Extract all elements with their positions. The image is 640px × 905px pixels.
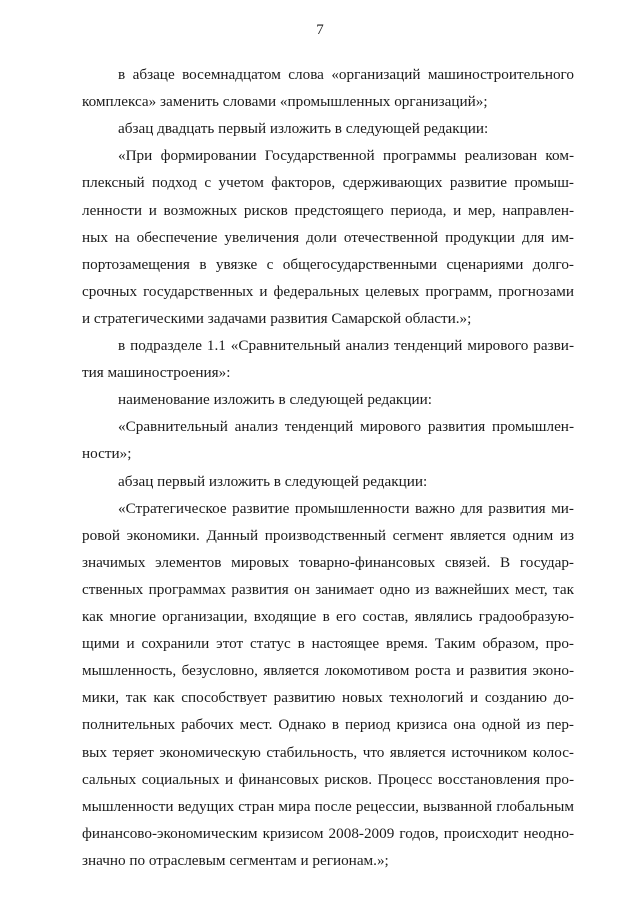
text-line: значимых элементов мировых товарно-финансовых связей. В государ- (82, 553, 574, 571)
text-line: портозамещения в увязке с общегосударственными сценариями долго- (82, 255, 574, 273)
text-line: полнительных рабочих мест. Однако в период кризиса она одной из пер- (82, 716, 574, 734)
text-line: «Стратегическое развитие промышленности важно для развития ми- (118, 499, 574, 517)
text-line: ровой экономики. Данный производственный сегмент является одним из (82, 526, 574, 544)
text-line: щими и сохранили этот статус в настоящее время. Таким образом, про- (82, 635, 574, 653)
text-line: ных на обеспечение увеличения доли отечественной продукции для им- (82, 228, 574, 246)
text-line: тия машиностроения»: (82, 364, 231, 382)
text-line: ности»; (82, 445, 132, 463)
text-line: мышленность, безусловно, является локомотивом роста и развития эконо- (82, 662, 574, 680)
text-line: срочных государственных и федеральных целевых программ, прогнозами (82, 282, 574, 300)
text-line: значно по отраслевым сегментам и регионам.»; (82, 851, 389, 869)
text-line: плексный подход с учетом факторов, сдерживающих развитие промыш- (82, 174, 574, 192)
text-line: в подразделе 1.1 «Сравнительный анализ тенденций мирового разви- (118, 337, 574, 354)
text-line: и стратегическими задачами развития Самарской области.»; (82, 309, 472, 327)
text-line: комплекса» заменить словами «промышленных организаций»; (82, 93, 488, 111)
text-line: финансово-экономическим кризисом 2008-2009 годов, происходит неодно- (82, 824, 574, 842)
text-line: «Сравнительный анализ тенденций мирового развития промышлен- (118, 418, 574, 436)
text-line: вых теряет экономическую стабильность, что является источником колос- (82, 743, 574, 761)
page-number: 7 (316, 22, 324, 38)
text-line: «При формировании Государственной программы реализован ком- (118, 147, 574, 165)
text-line: ленности и возможных рисков предстоящего периода, и мер, направлен- (82, 201, 574, 219)
text-line: абзац первый изложить в следующей редакции: (118, 472, 428, 490)
text-line: мики, так как способствует развитию новых технологий и созданию до- (82, 689, 574, 707)
text-line: ственных программах развития он занимает одно из важнейших мест, так (82, 580, 574, 598)
text-line: сальных социальных и финансовых рисков. Процесс восстановления про- (82, 770, 574, 788)
text-line: как многие организации, входящие в его состав, являлись градообразую- (82, 608, 574, 625)
text-line: абзац двадцать первый изложить в следующей редакции: (118, 120, 489, 138)
text-line: мышленности ведущих стран мира после рецессии, вызванной глобальным (82, 797, 574, 815)
text-line: наименование изложить в следующей редакции: (118, 391, 432, 409)
text-line: в абзаце восемнадцатом слова «организаций машиностроительного (118, 66, 574, 83)
